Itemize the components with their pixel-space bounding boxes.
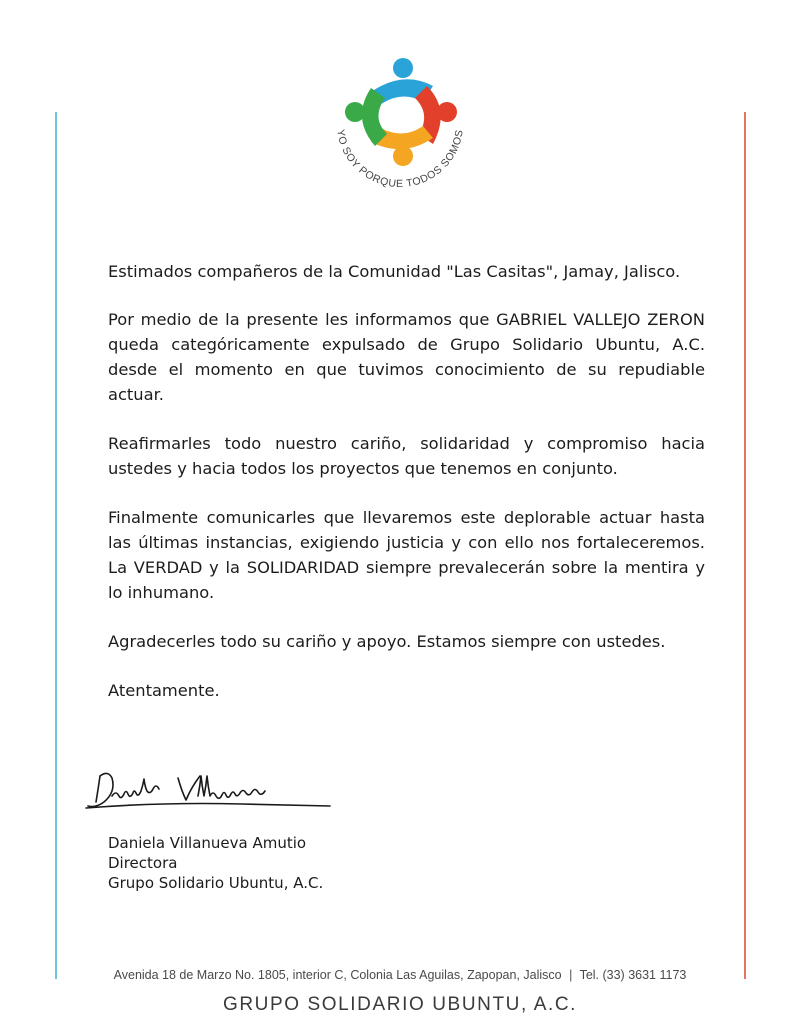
footer-address: Avenida 18 de Marzo No. 1805, interior C, Colonia Las Aguilas, Zapopan, Jalisco [113,968,562,982]
footer-separator: | [569,968,573,982]
letter-paragraph: Reafirmarles todo nuestro cariño, solidaridad y compromiso hacia ustedes y hacia todos los proyectos que tenemos en conjunto. [108,434,705,478]
ubuntu-logo [315,52,485,202]
letter-paragraph: Agradecerles todo su cariño y apoyo. Estamos siempre con ustedes. [108,632,666,651]
letter-body [108,259,705,703]
handwritten-signature [82,762,332,818]
logo-head-blue [393,58,413,78]
footer-address-line [0,968,800,982]
letter-greeting: Estimados compañeros de la Comunidad "Las Casitas", Jamay, Jalisco. [108,262,681,281]
footer-address-wrap [108,968,693,982]
letter-paragraph: Por medio de la presente les informamos que GABRIEL VALLEJO ZERON queda categóricamente expulsado de Grupo Solidario Ubuntu, A.C. desde el momento en que tuvimos conocimiento de su repudiable actuar. [108,310,705,404]
letter-closing: Atentamente. [108,681,220,700]
signer-organization: Grupo Solidario Ubuntu, A.C. [108,874,324,892]
footer-org-name: GRUPO SOLIDARIO UBUNTU, A.C. [222,994,578,1015]
footer-phone: Tel. (33) 3631 1173 [579,968,687,982]
signer-name: Daniela Villanueva Amutio [108,834,307,852]
signer-title: Directora [108,854,178,872]
logo-head-green [345,102,365,122]
signer-block [108,833,323,893]
logo-tagline: YO SOY PORQUE TODOS SOMOS [334,128,466,191]
letter-paragraph: Finalmente comunicarles que llevaremos este deplorable actuar hasta las últimas instancias, exigiendo justicia y con ello nos fortaleceremos. La VERDAD y la SOLIDARIDAD siempre prevalecerán sobre la mentira y lo inhumano. [108,508,705,602]
